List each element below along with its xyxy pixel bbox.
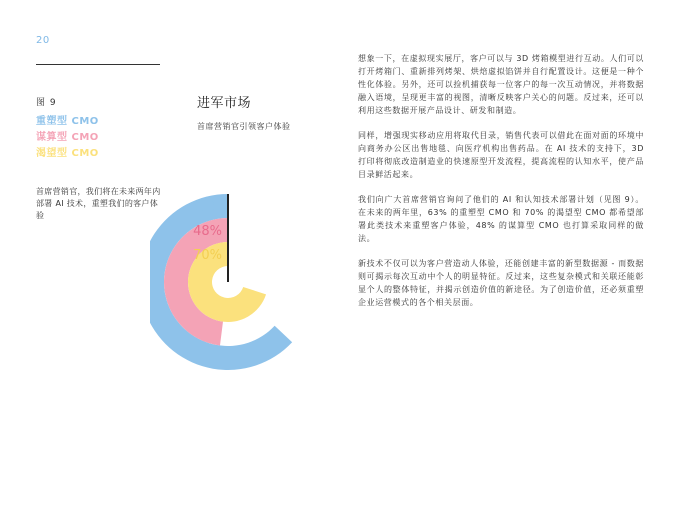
legend-item-strategist: 谋算型 CMO: [36, 132, 99, 143]
body-paragraph-1: 想象一下，在虚拟现实展厅，客户可以与 3D 烤箱模型进行互动。人们可以打开烤箱门、重新排列烤架、烘焙虚拟馅饼并自行配置设计。这便是一种个性化体验。另外，还可以捡机捕获每一位客户的每一次互动情况，并将数据融入语境，呈现更丰富的视图，清晰反映客户关心的问题。反过来，还可以利用这些数据开展产品设计、研发和制造。: [358, 54, 644, 115]
body-paragraph-3: 我们向广大首席营销官询问了他们的 AI 和认知技术部署计划（见图 9）。在未来的两年里，63% 的重塑型 CMO 和 70% 的渴望型 CMO 都希望部署此类技术来重塑客户体验，48% 的谋算型 CMO 也打算采取同样的做法。: [358, 195, 644, 243]
ring-value-label-3: 70%: [193, 248, 222, 263]
ring-value-label-1: 63%: [193, 200, 222, 215]
body-paragraph-2: 同样，增强现实移动应用将取代目录，销售代表可以借此在面对面的环境中向商务办公区出售地毯、向医疗机构出售药品。在 AI 技术的支持下，3D 打印将彻底改造制造业的快速原型开发流程，提高流程的认知水平，使产品目录鲜活起来。: [358, 131, 644, 179]
section-title: 进军市场: [197, 96, 252, 111]
figure-caption: 首席营销官，我们将在未来两年内部署 AI 技术，重塑我们的客户体验: [36, 187, 161, 220]
section-subtitle: 首席营销官引领客户体验: [197, 122, 291, 131]
divider-rule: [36, 64, 160, 65]
radial-ring-chart: [150, 180, 310, 370]
chart-legend: [36, 114, 99, 162]
ring-value-label-2: 48%: [193, 224, 222, 239]
page-number: 20: [36, 35, 50, 46]
legend-item-reinventor: 重塑型 CMO: [36, 116, 99, 127]
figure-label: 图 9: [36, 98, 57, 108]
body-text: [358, 52, 644, 321]
legend-item-aspirational: 渴望型 CMO: [36, 148, 99, 159]
body-paragraph-4: 新技术不仅可以为客户营造动人体验，还能创建丰富的新型数据源 - 而数据则可揭示每次互动中个人的明显特征。反过来，这些复杂模式和关联还能彰显个人的整体特征，并揭示创造价值的新途径。为了创造价值，还必须重塑企业运营模式的各个相关层面。: [358, 259, 644, 307]
